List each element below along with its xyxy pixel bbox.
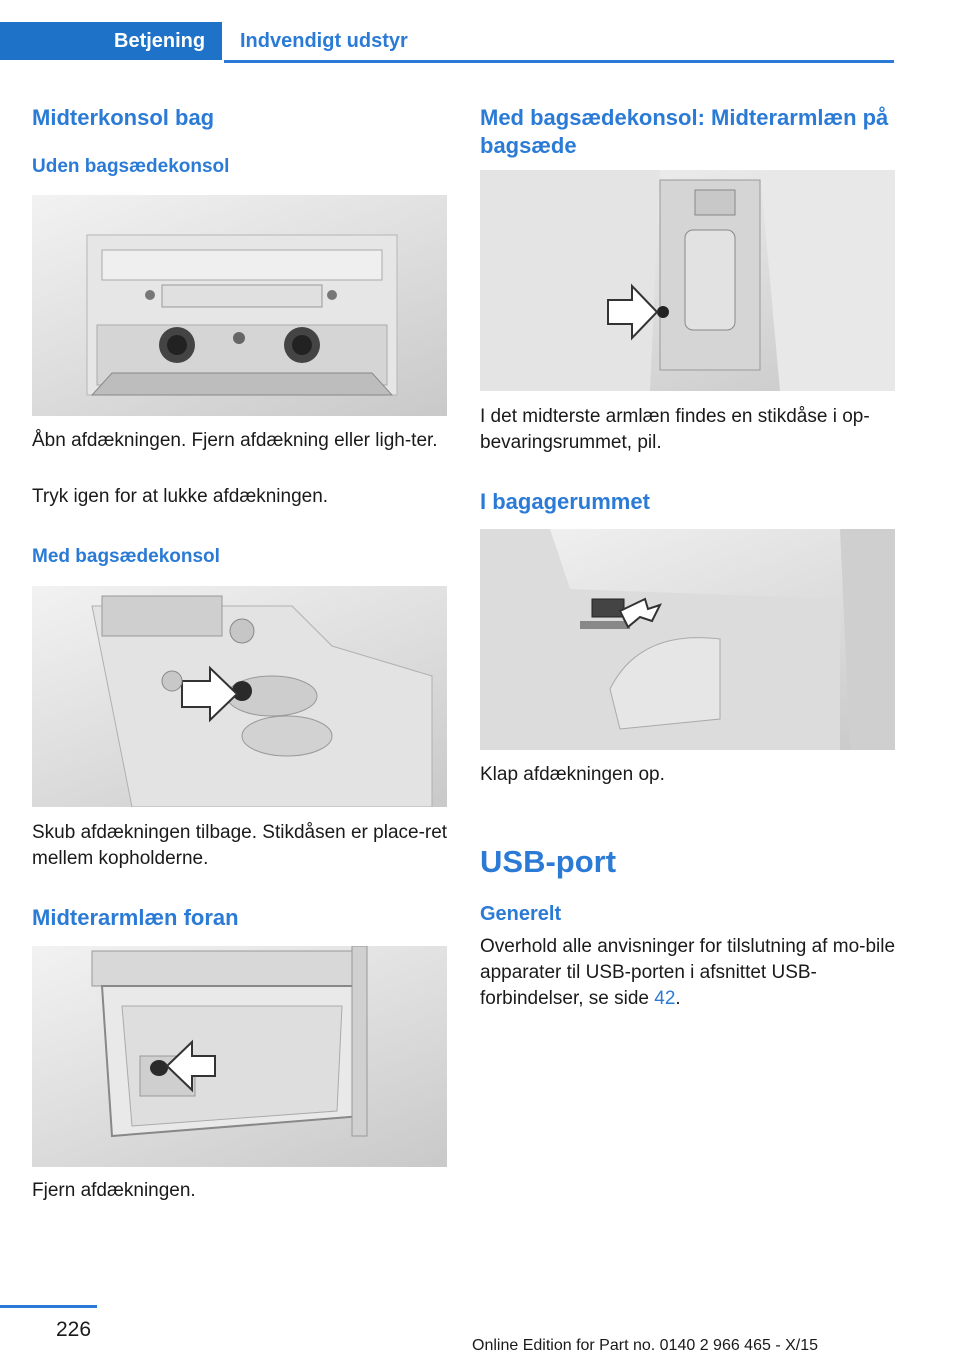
text-aabn-afdaekning: Åbn afdækningen. Fjern afdækning eller ligh‐ter. (32, 430, 438, 451)
text-tryk-igen: Tryk igen for at lukke afdækningen. (32, 486, 329, 507)
image-trunk-socket (480, 529, 895, 750)
text-midterste-armlaen: I det midterste armlæn findes en stikdåse i op‐bevaringsrummet, pil. (480, 406, 870, 453)
image-rear-armrest-socket (480, 170, 895, 391)
section-title-midterarmlaen-foran: Midterarmlæn foran (32, 905, 239, 930)
text-fjern-afdaekning: Fjern afdækningen. (32, 1180, 196, 1201)
image-console-cupholders (32, 586, 447, 807)
section-title-rear-armrest: Med bagsædekonsol: Midterarmlæn på bagsæde (480, 105, 889, 158)
text-klap-afdaekning: Klap afdækningen op. (480, 764, 665, 785)
subtitle-uden-bagsaedekonsol: Uden bagsædekonsol (32, 156, 230, 177)
footer-rule (0, 1305, 97, 1308)
edition-note: Online Edition for Part no. 0140 2 966 465 - X/15 (472, 1337, 819, 1354)
tab-betjening[interactable]: Betjening (0, 22, 222, 60)
page-number: 226 (56, 1318, 92, 1341)
subtitle-generelt: Generelt (480, 903, 562, 925)
subtitle-med-bagsaedekonsol: Med bagsædekonsol (32, 546, 220, 567)
text-skub-afdaekning: Skub afdækningen tilbage. Stikdåsen er place‐ret mellem kopholderne. (32, 822, 448, 869)
text-usb-generelt: Overhold alle anvisninger for tilslutning af mo‐bile apparater til USB-porten i afsnittet USB-forbindelser, se side 42. (480, 936, 896, 1009)
section-title-bagagerummet: I bagagerummet (480, 489, 650, 514)
page-reference-link[interactable]: 42 (654, 988, 676, 1009)
header-rule (224, 60, 894, 63)
section-title-usb-port: USB-port (480, 844, 617, 879)
tab-indvendigt-udstyr[interactable]: Indvendigt udstyr (240, 30, 408, 52)
section-title-midterkonsol: Midterkonsol bag (32, 105, 215, 130)
image-front-armrest-storage (32, 946, 447, 1167)
header-tabs (0, 22, 426, 60)
image-rear-console-panel (32, 195, 447, 416)
